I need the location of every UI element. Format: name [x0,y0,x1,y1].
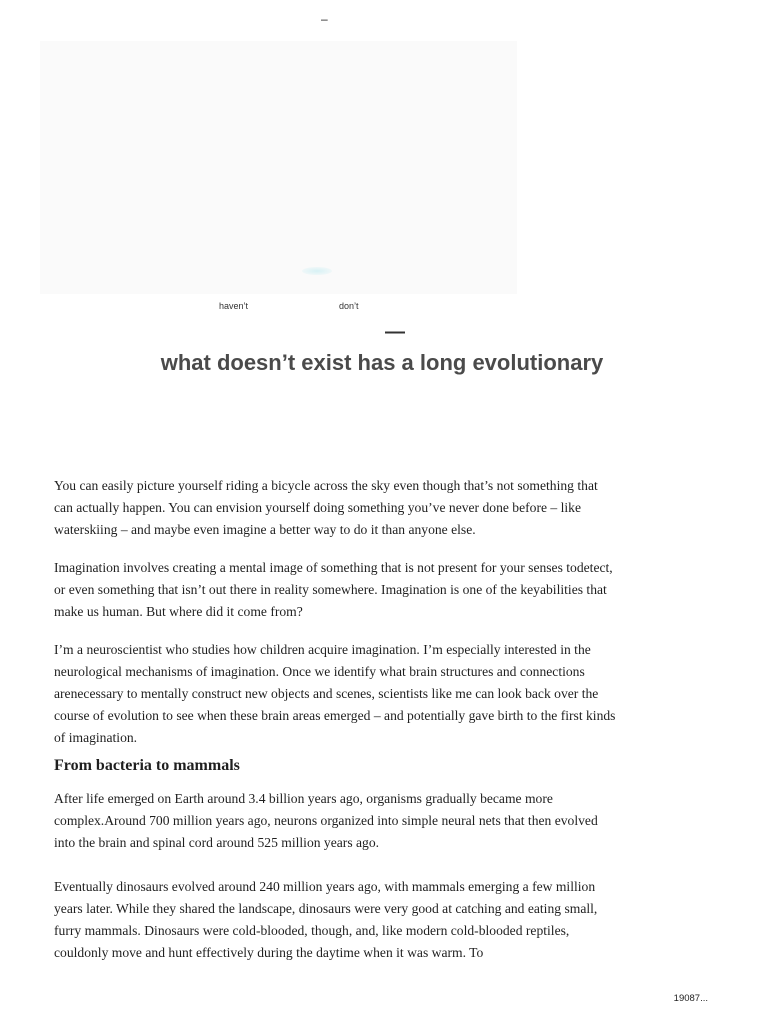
article-paragraph: I’m a neuroscientist who studies how children acquire imagination. I’m especially interested in the neurological mechanisms of imagination. Once we identify what brain structures and connections arenecessary to mentally construct new objects and scenes, scientists like me can look back over the course of evolution to see when these brain areas emerged – and potentially gave birth to the first kinds of imagination. [54,642,616,745]
page-title: what doesn’t exist has a long evolutionary [160,350,604,375]
image-caption-word-1: haven’t [219,301,249,311]
top-marker: – [321,12,328,26]
article-paragraph: Imagination involves creating a mental image of something that is not present for your senses todetect, or even something that isn’t out there in reality somewhere. Imagination is one of the keyabilities that make us human. But where did it come from? [54,560,613,619]
article-paragraph: After life emerged on Earth around 3.4 billion years ago, organisms gradually became more complex.Around 700 million years ago, neurons organized into simple neural nets that then evolved into the brain and spinal cord around 525 million years ago. [54,791,598,850]
page-counter: 19087... [673,993,708,1004]
image-highlight [302,267,332,275]
hero-image [40,41,517,294]
title-dash: — [385,321,405,343]
article-paragraph: You can easily picture yourself riding a bicycle across the sky even though that’s not something that can actually happen. You can envision yourself doing something you’ve never done before – like waterskiing – and maybe even imagine a better way to do it than anyone else. [54,478,598,537]
section-heading: From bacteria to mammals [54,757,240,774]
article-body [54,475,620,964]
article-paragraph: Eventually dinosaurs evolved around 240 million years ago, with mammals emerging a few million years later. While they shared the landscape, dinosaurs were very good at catching and eating small, furry mammals. Dinosaurs were cold-blooded, though, and, like modern cold-blooded reptiles, couldonly move and hunt effectively during the daytime when it was warm. To [54,879,598,960]
image-caption-word-2: don’t [339,301,359,311]
